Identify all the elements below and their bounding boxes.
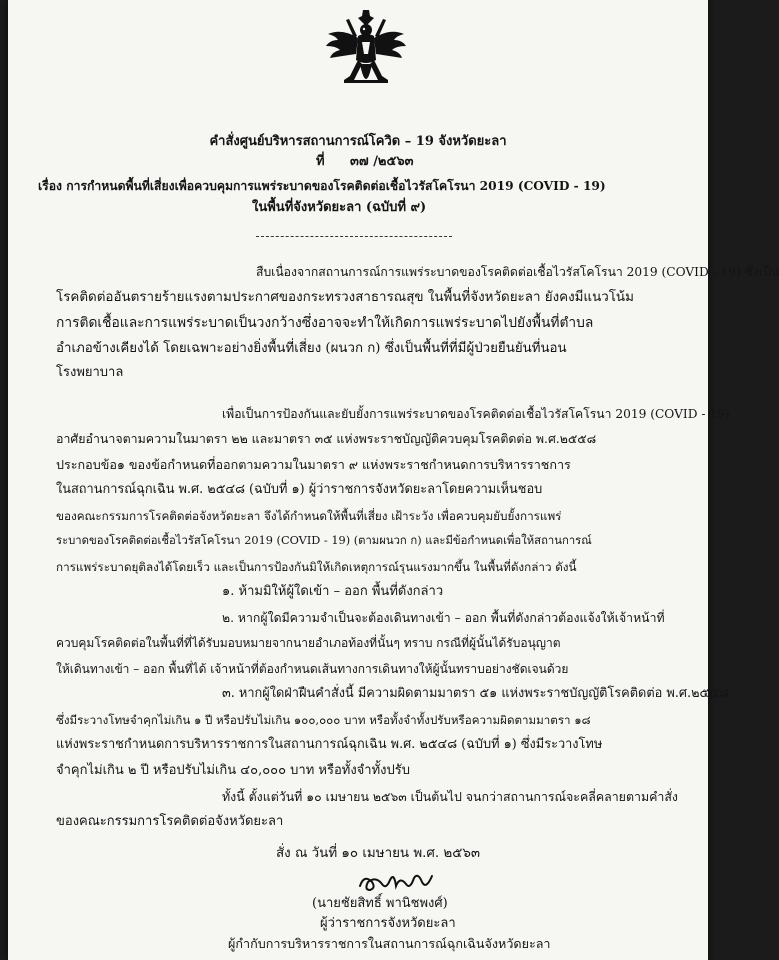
paragraph-2-line: อาศัยอำนาจตามความในมาตรา ๒๒ และมาตรา ๓๕ แห่งพระราชบัญญัติควบคุมโรคติดต่อ พ.ศ.๒๕๕๘ [56, 431, 597, 446]
paragraph-2-line: เพื่อเป็นการป้องกันและยับยั้งการแพร่ระบาดของโรคติดต่อเชื้อไวรัสโคโรนา 2019 (COVID - 19) [222, 407, 730, 421]
item-3-line: ๓. หากผู้ใดฝ่าฝืนคำสั่งนี้ มีความผิดตามมาตรา ๕๑ แห่งพระราชบัญญัติโรคติดต่อ พ.ศ.๒๕๕๘ [222, 686, 729, 701]
item-1: ๑. ห้ามมิให้ผู้ใดเข้า – ออก พื้นที่ดังกล่าว [222, 584, 444, 599]
handwritten-signature [356, 868, 436, 898]
item-3-line: แห่งพระราชกำหนดการบริหารราชการในสถานการณ์ฉุกเฉิน พ.ศ. ๒๕๔๘ (ฉบับที่ ๑) ซึ่งมีระวางโทษ [56, 737, 603, 752]
paragraph-1-line: อำเภอข้างเคียงได้ โดยเฉพาะอย่างยิ่งพื้นที่เสี่ยง (ผนวก ก) ซึ่งเป็นพื้นที่ที่มีผู้ป่วยยืนยันที่นอน [56, 341, 567, 356]
item-3-line: จำคุกไม่เกิน ๒ ปี หรือปรับไม่เกิน ๔๐,๐๐๐ บาท หรือทั้งจำทั้งปรับ [56, 763, 410, 778]
ordered-date: สั่ง ณ วันที่ ๑๐ เมษายน พ.ศ. ๒๕๖๓ [276, 846, 481, 861]
paragraph-2-line: การแพร่ระบาดยุติลงได้โดยเร็ว และเป็นการป้องกันมิให้เกิดเหตุการณ์รุนแรงมากขึ้น ในพื้นที่ดังกล่าว ดังนี้ [56, 560, 577, 574]
header-divider [256, 236, 452, 237]
paragraph-1-line: สืบเนื่องจากสถานการณ์การแพร่ระบาดของโรคติดต่อเชื้อไวรัสโคโรนา 2019 (COVID - 19) ซึ่งเป็น [256, 265, 779, 279]
item-2-line: ควบคุมโรคติดต่อในพื้นที่ที่ได้รับมอบหมายจากนายอำเภอท้องที่นั้นๆ ทราบ กรณีที่ผู้นั้นได้รับอนุญาต [56, 636, 561, 650]
document-page [8, 0, 779, 960]
order-number-prefix: ที่ [316, 154, 325, 169]
paragraph-2-line: ในสถานการณ์ฉุกเฉิน พ.ศ. ๒๕๔๘ (ฉบับที่ ๑) ผู้ว่าราชการจังหวัดยะลาโดยความเห็นชอบ [56, 482, 543, 497]
paragraph-2-line: ประกอบข้อ๑ ของข้อกำหนดที่ออกตามความในมาตรา ๙ แห่งพระราชกำหนดการบริหารราชการ [56, 457, 571, 472]
subject-line-1: เรื่อง การกำหนดพื้นที่เสี่ยงเพื่อควบคุมการแพร่ระบาดของโรคติดต่อเชื้อไวรัสโคโรนา 2019 (COVID - 19) [38, 179, 606, 193]
paragraph-1-line: การติดเชื้อและการแพร่ระบาดเป็นวงกว้างซึ่งอาจจะทำให้เกิดการแพร่ระบาดไปยังพื้นที่ตำบล [56, 315, 594, 331]
order-title: คำสั่งศูนย์บริหารสถานการณ์โควิด – 19 จังหวัดยะลา [209, 134, 507, 149]
order-number: ๓๗ /๒๕๖๓ [350, 154, 414, 169]
paragraph-2-line: ระบาดของโรคติดต่อเชื้อไวรัสโคโรนา 2019 (COVID - 19) (ตามผนวก ก) และมีข้อกำหนดเพื่อให้สถานการณ์ [56, 534, 592, 547]
paragraph-1-line: โรคติดต่ออันตรายร้ายแรงตามประกาศของกระทรวงสาธารณสุข ในพื้นที่จังหวัดยะลา ยังคงมีแนวโน้ม [56, 290, 634, 305]
paragraph-2-line: ของคณะกรรมการโรคติดต่อจังหวัดยะลา จึงได้กำหนดให้พื้นที่เสี่ยง เฝ้าระวัง เพื่อควบคุมยับยั้งการแพร่ [56, 509, 562, 523]
item-2-line: ๒. หากผู้ใดมีความจำเป็นจะต้องเดินทางเข้า – ออก พื้นที่ดังกล่าวต้องแจ้งให้เจ้าหน้าที่ [222, 611, 665, 625]
paragraph-1-line: โรงพยาบาล [56, 365, 124, 380]
item-2-line: ให้เดินทางเข้า – ออก พื้นที่ได้ เจ้าหน้าที่ต้องกำหนดเส้นทางการเดินทางให้ผู้นั้นทราบอย่างชัดเจนด้วย [56, 662, 569, 676]
item-3-line: ซึ่งมีระวางโทษจำคุกไม่เกิน ๑ ปี หรือปรับไม่เกิน ๑๐๐,๐๐๐ บาท หรือทั้งจำทั้งปรับหรือความผิดตามมาตรา ๑๘ [56, 713, 591, 727]
garuda-emblem-icon [324, 8, 408, 96]
paragraph-3-line: ของคณะกรรมการโรคติดต่อจังหวัดยะลา [56, 814, 284, 829]
signer-title: ผู้ว่าราชการจังหวัดยะลา [320, 916, 456, 931]
subject-line-2: ในพื้นที่จังหวัดยะลา (ฉบับที่ ๙) [252, 200, 427, 215]
signer-emergency-title: ผู้กำกับการบริหารราชการในสถานการณ์ฉุกเฉินจังหวัดยะลา [228, 936, 551, 951]
paragraph-3-line: ทั้งนี้ ตั้งแต่วันที่ ๑๐ เมษายน ๒๕๖๓ เป็นต้นไป จนกว่าสถานการณ์จะคลี่คลายตามคำสั่ง [222, 789, 678, 804]
signer-name: (นายชัยสิทธิ์ พานิชพงศ์) [312, 896, 448, 911]
